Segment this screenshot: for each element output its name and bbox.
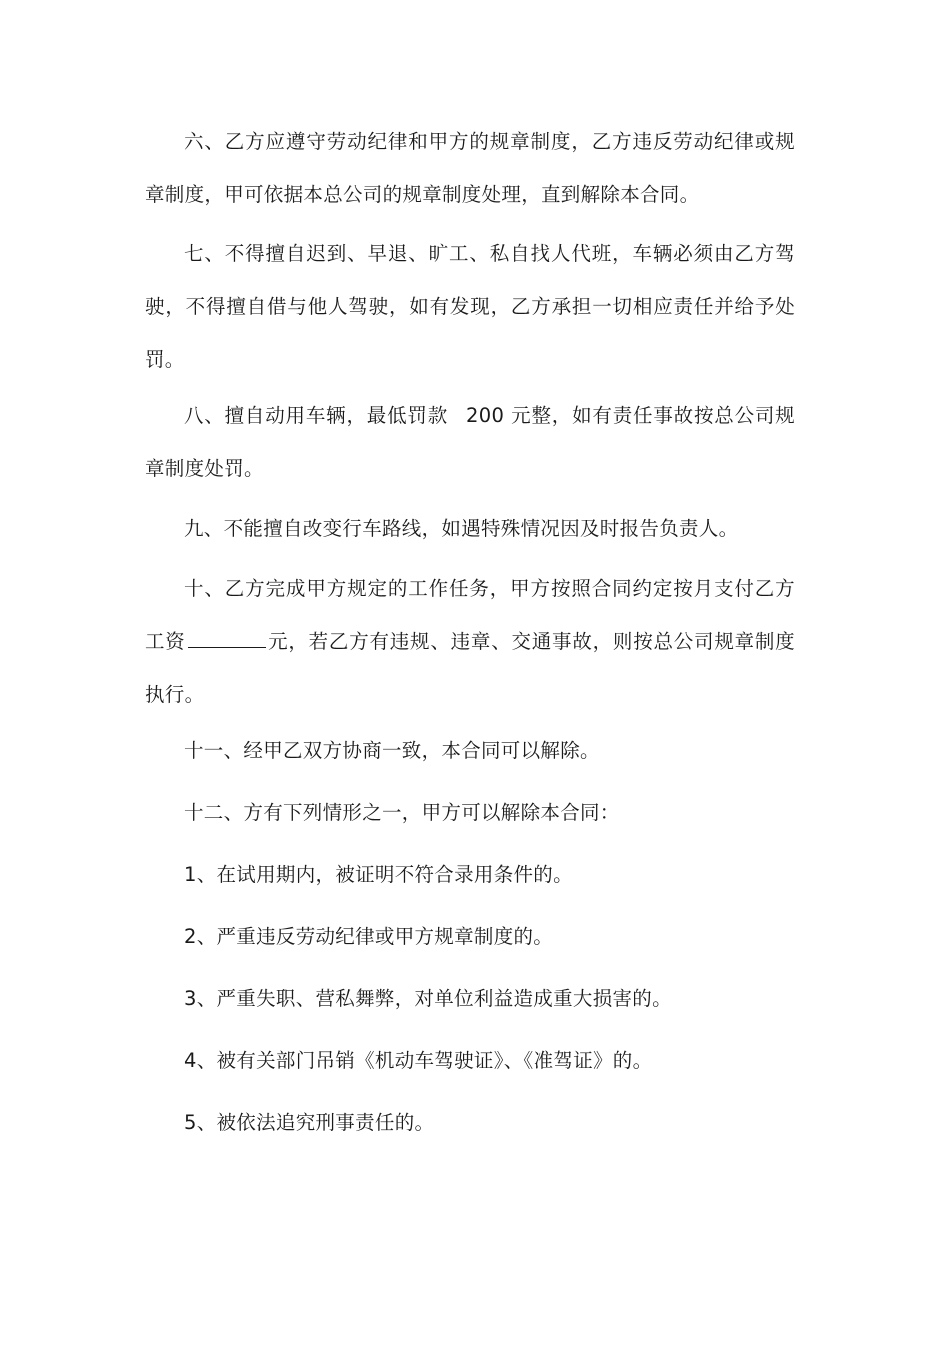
clause-8-text-before: 八、擅自动用车辆，最低罚款 bbox=[184, 404, 449, 427]
clause-11 bbox=[145, 724, 795, 777]
clause-9 bbox=[145, 502, 795, 555]
list-item-text: 1、在试用期内，被证明不符合录用条件的。 bbox=[184, 863, 573, 886]
list-item bbox=[145, 848, 795, 901]
clause-7-text: 七、不得擅自迟到、早退、旷工、私自找人代班，车辆必须由乙方驾驶，不得擅自借与他人驾驶，如有发现，乙方承担一切相应责任并给予处罚。 bbox=[145, 242, 795, 371]
list-item-text: 5、被依法追究刑事责任的。 bbox=[184, 1111, 435, 1134]
clause-7 bbox=[145, 227, 795, 386]
list-item bbox=[145, 972, 795, 1025]
clause-9-text: 九、不能擅自改变行车路线，如遇特殊情况因及时报告负责人。 bbox=[184, 517, 739, 540]
list-item-text: 3、严重失职、营私舞弊，对单位利益造成重大损害的。 bbox=[184, 987, 672, 1010]
list-item-text: 2、严重违反劳动纪律或甲方规章制度的。 bbox=[184, 925, 554, 948]
list-item bbox=[145, 1096, 795, 1149]
clause-10-text-before: 十、乙方完成甲方规定的工作任务，甲方按照合同约定按月支付乙方工资 bbox=[145, 577, 795, 653]
list-item bbox=[145, 910, 795, 963]
clause-6-text: 六、乙方应遵守劳动纪律和甲方的规章制度，乙方违反劳动纪律或规章制度，甲可依据本总公司的规章制度处理，直到解除本合同。 bbox=[145, 130, 795, 206]
list-item-text: 4、被有关部门吊销《机动车驾驶证》、《准驾证》的。 bbox=[184, 1049, 653, 1072]
clause-11-text: 十一、经甲乙双方协商一致，本合同可以解除。 bbox=[184, 739, 600, 762]
clause-8-text-after: 200 元整，如有责任事故按总公司规章制度处罚。 bbox=[145, 404, 795, 480]
list-item bbox=[145, 1034, 795, 1087]
clause-10 bbox=[145, 562, 795, 721]
clause-6 bbox=[145, 115, 795, 221]
clause-12-text: 十二、方有下列情形之一，甲方可以解除本合同： bbox=[184, 801, 620, 824]
clause-10-text-after: 元，若乙方有违规、违章、交通事故，则按总公司规章制度执行。 bbox=[145, 630, 795, 706]
clause-8 bbox=[145, 389, 795, 495]
clause-12 bbox=[145, 786, 795, 839]
salary-blank-line bbox=[188, 631, 266, 648]
